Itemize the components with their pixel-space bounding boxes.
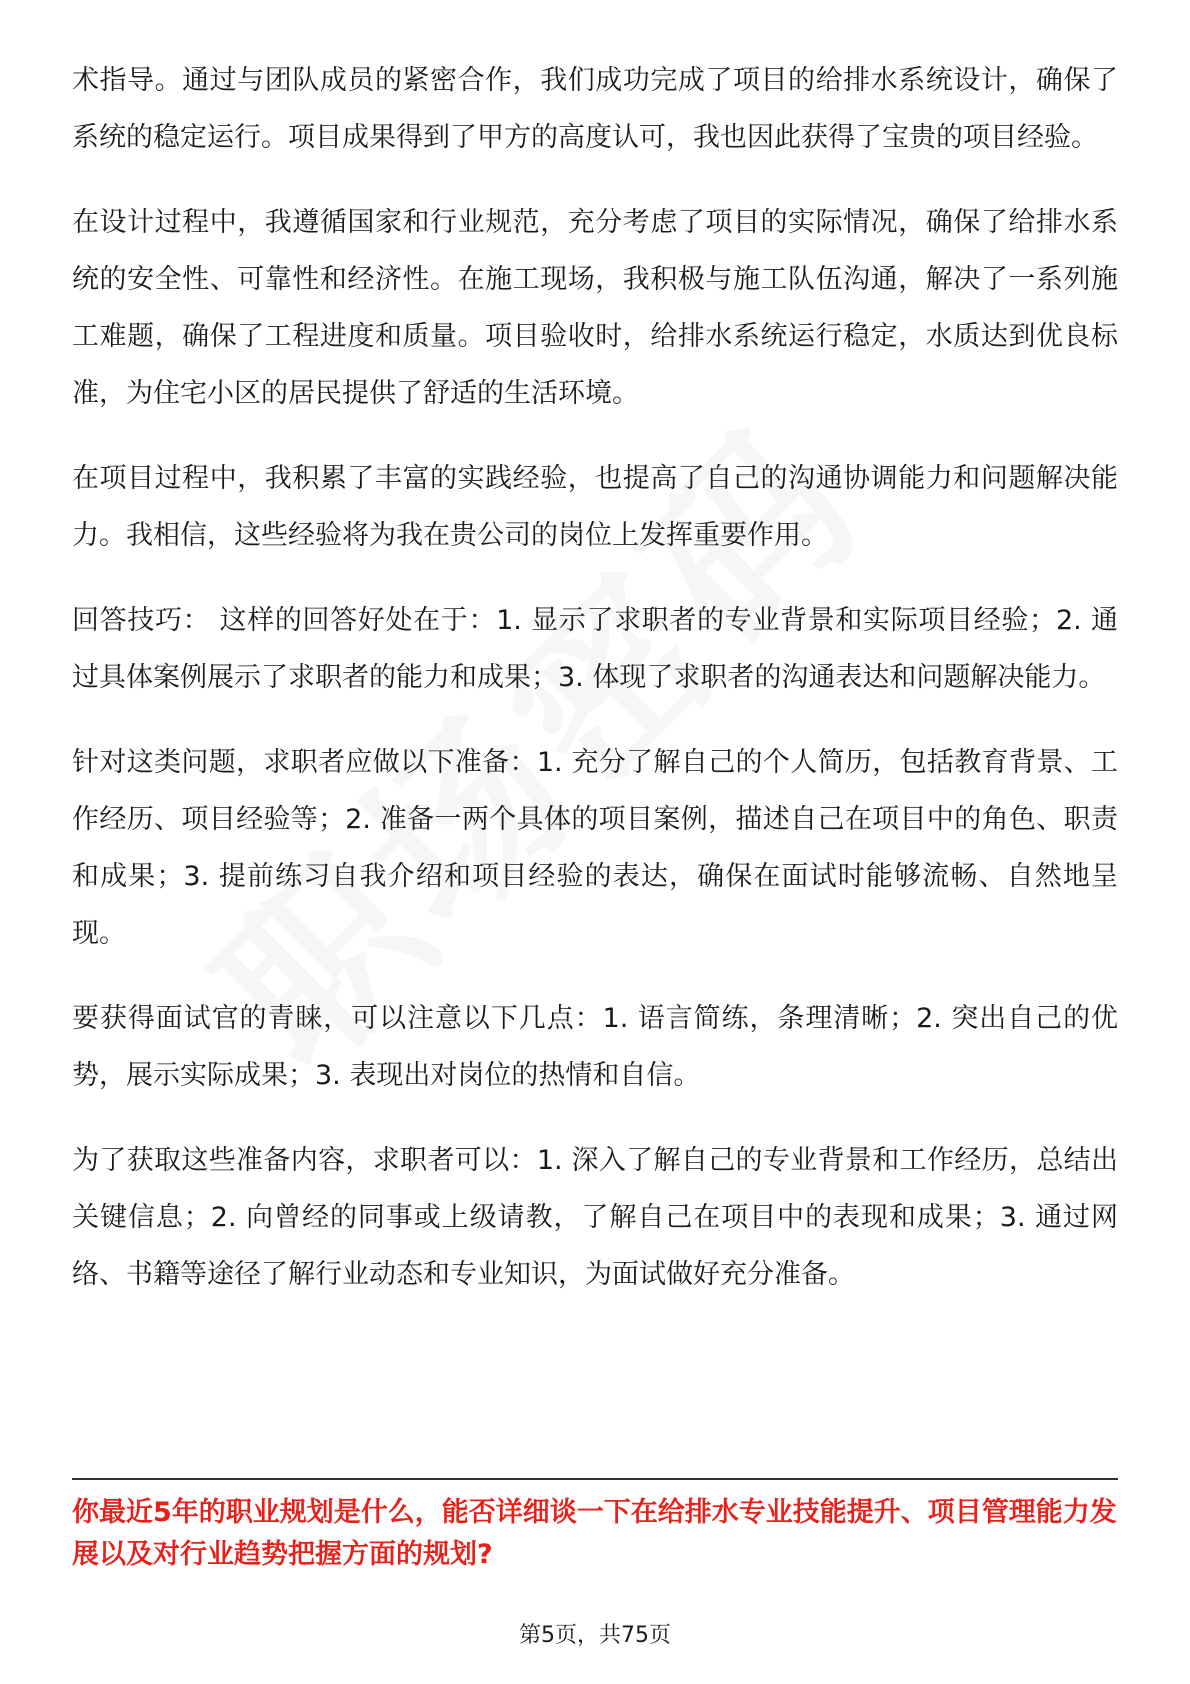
paragraph-1: 术指导。通过与团队成员的紧密合作，我们成功完成了项目的给排水系统设计，确保了系统的稳定运行。项目成果得到了甲方的高度认可，我也因此获得了宝贵的项目经验。 — [72, 65, 1118, 153]
paragraph-impress-interviewer: 要获得面试官的青睐，可以注意以下几点：1. 语言简练，条理清晰；2. 突出自己的优势，展示实际成果；3. 表现出对岗位的热情和自信。 — [72, 1003, 1118, 1091]
paragraph-obtain-content: 为了获取这些准备内容，求职者可以：1. 深入了解自己的专业背景和工作经历，总结出关键信息；2. 向曾经的同事或上级请教，了解自己在项目中的表现和成果；3. 通过网络、书籍等途径了解行业动态和专业知识，为面试做好充分准备。 — [72, 1145, 1118, 1290]
paragraph-3: 在项目过程中，我积累了丰富的实践经验，也提高了自己的沟通协调能力和问题解决能力。我相信，这些经验将为我在贵公司的岗位上发挥重要作用。 — [72, 463, 1118, 551]
paragraph-preparation: 针对这类问题，求职者应做以下准备：1. 充分了解自己的个人简历，包括教育背景、工作经历、项目经验等；2. 准备一两个具体的项目案例，描述自己在项目中的角色、职责和成果；3. 提前练习自我介绍和项目经验的表达，确保在面试时能够流畅、自然地呈现。 — [72, 747, 1118, 949]
paragraph-answer-tips: 回答技巧： 这样的回答好处在于：1. 显示了求职者的专业背景和实际项目经验；2. 通过具体案例展示了求职者的能力和成果；3. 体现了求职者的沟通表达和问题解决能力。 — [72, 605, 1118, 693]
page-number: 第5页，共75页 — [519, 1623, 671, 1648]
document-body — [72, 52, 1118, 1331]
paragraph-2: 在设计过程中，我遵循国家和行业规范，充分考虑了项目的实际情况，确保了给排水系统的安全性、可靠性和经济性。在施工现场，我积极与施工队伍沟通，解决了一系列施工难题，确保了工程进度和质量。项目验收时，给排水系统运行稳定，水质达到优良标准，为住宅小区的居民提供了舒适的生活环境。 — [72, 207, 1118, 409]
section-divider — [72, 1478, 1118, 1480]
question-heading: 你最近5年的职业规划是什么，能否详细谈一下在给排水专业技能提升、项目管理能力发展以及对行业趋势把握方面的规划? — [72, 1497, 1117, 1570]
